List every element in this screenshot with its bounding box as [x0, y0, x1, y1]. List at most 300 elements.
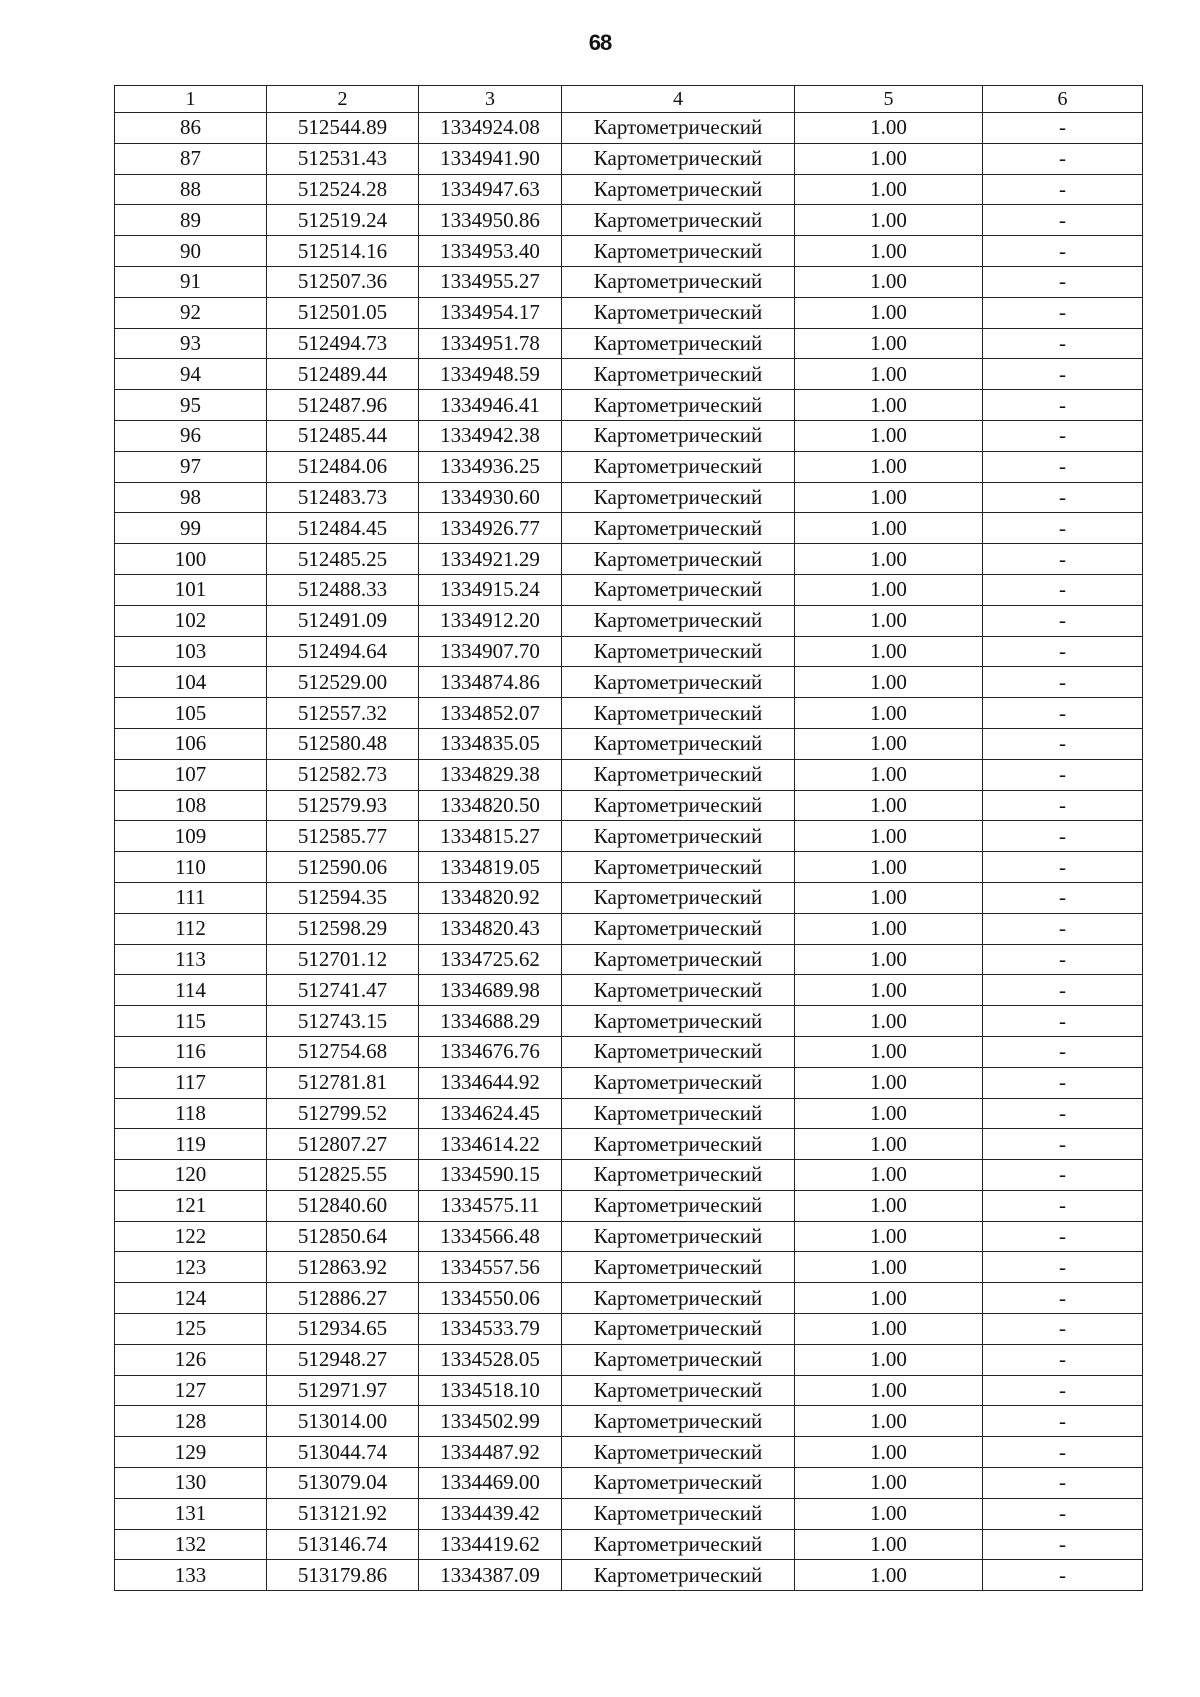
y-coordinate-cell: 1334950.86	[419, 205, 562, 236]
point-number-cell: 123	[115, 1252, 267, 1283]
description-cell: -	[983, 574, 1143, 605]
description-cell: -	[983, 1036, 1143, 1067]
point-number-cell: 132	[115, 1529, 267, 1560]
description-cell: -	[983, 390, 1143, 421]
method-cell: Картометрический	[562, 944, 795, 975]
x-coordinate-cell: 513044.74	[267, 1437, 419, 1468]
y-coordinate-cell: 1334924.08	[419, 113, 562, 144]
method-cell: Картометрический	[562, 1067, 795, 1098]
description-cell: -	[983, 636, 1143, 667]
x-coordinate-cell: 512585.77	[267, 821, 419, 852]
y-coordinate-cell: 1334676.76	[419, 1036, 562, 1067]
method-cell: Картометрический	[562, 1283, 795, 1314]
description-cell: -	[983, 698, 1143, 729]
y-coordinate-cell: 1334874.86	[419, 667, 562, 698]
accuracy-cell: 1.00	[795, 1283, 983, 1314]
x-coordinate-cell: 512971.97	[267, 1375, 419, 1406]
table-row	[115, 759, 1143, 790]
y-coordinate-cell: 1334820.43	[419, 913, 562, 944]
table-row	[115, 698, 1143, 729]
accuracy-cell: 1.00	[795, 297, 983, 328]
x-coordinate-cell: 513179.86	[267, 1560, 419, 1591]
method-cell: Картометрический	[562, 513, 795, 544]
x-coordinate-cell: 512494.73	[267, 328, 419, 359]
point-number-cell: 133	[115, 1560, 267, 1591]
table-row	[115, 1344, 1143, 1375]
point-number-cell: 125	[115, 1314, 267, 1345]
x-coordinate-cell: 512557.32	[267, 698, 419, 729]
y-coordinate-cell: 1334550.06	[419, 1283, 562, 1314]
point-number-cell: 113	[115, 944, 267, 975]
y-coordinate-cell: 1334942.38	[419, 420, 562, 451]
description-cell: -	[983, 821, 1143, 852]
description-cell: -	[983, 266, 1143, 297]
description-cell: -	[983, 1160, 1143, 1191]
method-cell: Картометрический	[562, 1468, 795, 1499]
y-coordinate-cell: 1334528.05	[419, 1344, 562, 1375]
accuracy-cell: 1.00	[795, 390, 983, 421]
page-number: 68	[588, 30, 612, 55]
method-cell: Картометрический	[562, 698, 795, 729]
point-number-cell: 130	[115, 1468, 267, 1499]
table-row	[115, 113, 1143, 144]
description-cell: -	[983, 975, 1143, 1006]
table-row	[115, 1437, 1143, 1468]
table-row	[115, 143, 1143, 174]
table-row	[115, 1529, 1143, 1560]
x-coordinate-cell: 512594.35	[267, 882, 419, 913]
y-coordinate-cell: 1334829.38	[419, 759, 562, 790]
table-row	[115, 728, 1143, 759]
description-cell: -	[983, 1221, 1143, 1252]
description-cell: -	[983, 1560, 1143, 1591]
table-row	[115, 359, 1143, 390]
point-number-cell: 103	[115, 636, 267, 667]
point-number-cell: 106	[115, 728, 267, 759]
table-body	[115, 113, 1143, 1591]
table-row	[115, 390, 1143, 421]
point-number-cell: 98	[115, 482, 267, 513]
y-coordinate-cell: 1334624.45	[419, 1098, 562, 1129]
table-row	[115, 544, 1143, 575]
x-coordinate-cell: 512934.65	[267, 1314, 419, 1345]
accuracy-cell: 1.00	[795, 852, 983, 883]
method-cell: Картометрический	[562, 113, 795, 144]
point-number-cell: 110	[115, 852, 267, 883]
accuracy-cell: 1.00	[795, 882, 983, 913]
table-row	[115, 1221, 1143, 1252]
description-cell: -	[983, 790, 1143, 821]
point-number-cell: 129	[115, 1437, 267, 1468]
y-coordinate-cell: 1334487.92	[419, 1437, 562, 1468]
method-cell: Картометрический	[562, 1252, 795, 1283]
table-row	[115, 1498, 1143, 1529]
accuracy-cell: 1.00	[795, 1344, 983, 1375]
description-cell: -	[983, 667, 1143, 698]
y-coordinate-cell: 1334689.98	[419, 975, 562, 1006]
x-coordinate-cell: 512507.36	[267, 266, 419, 297]
table-row	[115, 913, 1143, 944]
x-coordinate-cell: 512948.27	[267, 1344, 419, 1375]
point-number-cell: 86	[115, 113, 267, 144]
description-cell: -	[983, 944, 1143, 975]
description-cell: -	[983, 1314, 1143, 1345]
y-coordinate-cell: 1334852.07	[419, 698, 562, 729]
y-coordinate-cell: 1334953.40	[419, 236, 562, 267]
description-cell: -	[983, 328, 1143, 359]
x-coordinate-cell: 512579.93	[267, 790, 419, 821]
x-coordinate-cell: 512886.27	[267, 1283, 419, 1314]
method-cell: Картометрический	[562, 482, 795, 513]
x-coordinate-cell: 512484.45	[267, 513, 419, 544]
method-cell: Картометрический	[562, 544, 795, 575]
point-number-cell: 96	[115, 420, 267, 451]
x-coordinate-cell: 512598.29	[267, 913, 419, 944]
point-number-cell: 127	[115, 1375, 267, 1406]
accuracy-cell: 1.00	[795, 1006, 983, 1037]
x-coordinate-cell: 512754.68	[267, 1036, 419, 1067]
point-number-cell: 131	[115, 1498, 267, 1529]
method-cell: Картометрический	[562, 1344, 795, 1375]
x-coordinate-cell: 512799.52	[267, 1098, 419, 1129]
point-number-cell: 87	[115, 143, 267, 174]
table-row	[115, 1129, 1143, 1160]
method-cell: Картометрический	[562, 205, 795, 236]
description-cell: -	[983, 236, 1143, 267]
x-coordinate-cell: 512781.81	[267, 1067, 419, 1098]
table-row	[115, 1190, 1143, 1221]
accuracy-cell: 1.00	[795, 1375, 983, 1406]
point-number-cell: 119	[115, 1129, 267, 1160]
method-cell: Картометрический	[562, 882, 795, 913]
point-number-cell: 128	[115, 1406, 267, 1437]
accuracy-cell: 1.00	[795, 174, 983, 205]
accuracy-cell: 1.00	[795, 266, 983, 297]
x-coordinate-cell: 512590.06	[267, 852, 419, 883]
description-cell: -	[983, 1344, 1143, 1375]
accuracy-cell: 1.00	[795, 544, 983, 575]
x-coordinate-cell: 512488.33	[267, 574, 419, 605]
x-coordinate-cell: 512531.43	[267, 143, 419, 174]
y-coordinate-cell: 1334419.62	[419, 1529, 562, 1560]
method-cell: Картометрический	[562, 174, 795, 205]
x-coordinate-cell: 512529.00	[267, 667, 419, 698]
description-cell: -	[983, 882, 1143, 913]
table-row	[115, 790, 1143, 821]
accuracy-cell: 1.00	[795, 1036, 983, 1067]
description-cell: -	[983, 513, 1143, 544]
point-number-cell: 89	[115, 205, 267, 236]
x-coordinate-cell: 512825.55	[267, 1160, 419, 1191]
description-cell: -	[983, 1067, 1143, 1098]
x-coordinate-cell: 512840.60	[267, 1190, 419, 1221]
accuracy-cell: 1.00	[795, 605, 983, 636]
description-cell: -	[983, 728, 1143, 759]
y-coordinate-cell: 1334921.29	[419, 544, 562, 575]
table-row	[115, 1560, 1143, 1591]
description-cell: -	[983, 852, 1143, 883]
y-coordinate-cell: 1334930.60	[419, 482, 562, 513]
point-number-cell: 95	[115, 390, 267, 421]
accuracy-cell: 1.00	[795, 1221, 983, 1252]
x-coordinate-cell: 513014.00	[267, 1406, 419, 1437]
accuracy-cell: 1.00	[795, 821, 983, 852]
table-row	[115, 513, 1143, 544]
header-cell-2: 2	[267, 86, 419, 113]
method-cell: Картометрический	[562, 790, 795, 821]
point-number-cell: 94	[115, 359, 267, 390]
method-cell: Картометрический	[562, 143, 795, 174]
table-row	[115, 297, 1143, 328]
point-number-cell: 126	[115, 1344, 267, 1375]
table-row	[115, 1314, 1143, 1345]
x-coordinate-cell: 512701.12	[267, 944, 419, 975]
point-number-cell: 109	[115, 821, 267, 852]
description-cell: -	[983, 913, 1143, 944]
accuracy-cell: 1.00	[795, 1190, 983, 1221]
table-row	[115, 451, 1143, 482]
y-coordinate-cell: 1334815.27	[419, 821, 562, 852]
y-coordinate-cell: 1334954.17	[419, 297, 562, 328]
table-row	[115, 636, 1143, 667]
method-cell: Картометрический	[562, 1129, 795, 1160]
accuracy-cell: 1.00	[795, 1160, 983, 1191]
accuracy-cell: 1.00	[795, 1529, 983, 1560]
method-cell: Картометрический	[562, 913, 795, 944]
accuracy-cell: 1.00	[795, 728, 983, 759]
table-row	[115, 1098, 1143, 1129]
accuracy-cell: 1.00	[795, 451, 983, 482]
y-coordinate-cell: 1334557.56	[419, 1252, 562, 1283]
method-cell: Картометрический	[562, 359, 795, 390]
method-cell: Картометрический	[562, 1560, 795, 1591]
x-coordinate-cell: 513146.74	[267, 1529, 419, 1560]
accuracy-cell: 1.00	[795, 113, 983, 144]
table-row	[115, 1160, 1143, 1191]
point-number-cell: 97	[115, 451, 267, 482]
point-number-cell: 88	[115, 174, 267, 205]
table-row	[115, 1067, 1143, 1098]
accuracy-cell: 1.00	[795, 1252, 983, 1283]
description-cell: -	[983, 1437, 1143, 1468]
x-coordinate-cell: 512544.89	[267, 113, 419, 144]
x-coordinate-cell: 512743.15	[267, 1006, 419, 1037]
accuracy-cell: 1.00	[795, 1498, 983, 1529]
table-row	[115, 1406, 1143, 1437]
method-cell: Картометрический	[562, 236, 795, 267]
x-coordinate-cell: 512582.73	[267, 759, 419, 790]
method-cell: Картометрический	[562, 1498, 795, 1529]
point-number-cell: 101	[115, 574, 267, 605]
table-row	[115, 328, 1143, 359]
point-number-cell: 99	[115, 513, 267, 544]
point-number-cell: 121	[115, 1190, 267, 1221]
method-cell: Картометрический	[562, 1098, 795, 1129]
method-cell: Картометрический	[562, 728, 795, 759]
y-coordinate-cell: 1334614.22	[419, 1129, 562, 1160]
accuracy-cell: 1.00	[795, 1098, 983, 1129]
table-row	[115, 420, 1143, 451]
method-cell: Картометрический	[562, 975, 795, 1006]
x-coordinate-cell: 512483.73	[267, 482, 419, 513]
accuracy-cell: 1.00	[795, 913, 983, 944]
accuracy-cell: 1.00	[795, 1067, 983, 1098]
table-row	[115, 1006, 1143, 1037]
method-cell: Картометрический	[562, 1006, 795, 1037]
point-number-cell: 112	[115, 913, 267, 944]
y-coordinate-cell: 1334926.77	[419, 513, 562, 544]
accuracy-cell: 1.00	[795, 667, 983, 698]
method-cell: Картометрический	[562, 1437, 795, 1468]
method-cell: Картометрический	[562, 1406, 795, 1437]
y-coordinate-cell: 1334820.50	[419, 790, 562, 821]
method-cell: Картометрический	[562, 1375, 795, 1406]
method-cell: Картометрический	[562, 667, 795, 698]
table-row	[115, 1283, 1143, 1314]
description-cell: -	[983, 544, 1143, 575]
accuracy-cell: 1.00	[795, 359, 983, 390]
accuracy-cell: 1.00	[795, 420, 983, 451]
description-cell: -	[983, 420, 1143, 451]
point-number-cell: 111	[115, 882, 267, 913]
header-cell-5: 5	[795, 86, 983, 113]
y-coordinate-cell: 1334575.11	[419, 1190, 562, 1221]
accuracy-cell: 1.00	[795, 1468, 983, 1499]
table-row	[115, 266, 1143, 297]
header-cell-6: 6	[983, 86, 1143, 113]
table-row	[115, 236, 1143, 267]
x-coordinate-cell: 512807.27	[267, 1129, 419, 1160]
description-cell: -	[983, 1375, 1143, 1406]
x-coordinate-cell: 512580.48	[267, 728, 419, 759]
x-coordinate-cell: 512494.64	[267, 636, 419, 667]
method-cell: Картометрический	[562, 1036, 795, 1067]
method-cell: Картометрический	[562, 852, 795, 883]
accuracy-cell: 1.00	[795, 143, 983, 174]
method-cell: Картометрический	[562, 297, 795, 328]
x-coordinate-cell: 512485.44	[267, 420, 419, 451]
accuracy-cell: 1.00	[795, 574, 983, 605]
accuracy-cell: 1.00	[795, 1314, 983, 1345]
y-coordinate-cell: 1334912.20	[419, 605, 562, 636]
x-coordinate-cell: 512524.28	[267, 174, 419, 205]
accuracy-cell: 1.00	[795, 790, 983, 821]
point-number-cell: 91	[115, 266, 267, 297]
point-number-cell: 102	[115, 605, 267, 636]
method-cell: Картометрический	[562, 1529, 795, 1560]
method-cell: Картометрический	[562, 328, 795, 359]
table-row	[115, 1036, 1143, 1067]
table-row	[115, 174, 1143, 205]
y-coordinate-cell: 1334533.79	[419, 1314, 562, 1345]
point-number-cell: 107	[115, 759, 267, 790]
table-row	[115, 482, 1143, 513]
description-cell: -	[983, 1406, 1143, 1437]
y-coordinate-cell: 1334820.92	[419, 882, 562, 913]
accuracy-cell: 1.00	[795, 1560, 983, 1591]
y-coordinate-cell: 1334590.15	[419, 1160, 562, 1191]
y-coordinate-cell: 1334915.24	[419, 574, 562, 605]
description-cell: -	[983, 482, 1143, 513]
accuracy-cell: 1.00	[795, 636, 983, 667]
table-row	[115, 574, 1143, 605]
x-coordinate-cell: 513079.04	[267, 1468, 419, 1499]
x-coordinate-cell: 512850.64	[267, 1221, 419, 1252]
method-cell: Картометрический	[562, 420, 795, 451]
description-cell: -	[983, 759, 1143, 790]
point-number-cell: 108	[115, 790, 267, 821]
table-row	[115, 1375, 1143, 1406]
accuracy-cell: 1.00	[795, 328, 983, 359]
point-number-cell: 116	[115, 1036, 267, 1067]
point-number-cell: 105	[115, 698, 267, 729]
description-cell: -	[983, 1190, 1143, 1221]
y-coordinate-cell: 1334688.29	[419, 1006, 562, 1037]
table-row	[115, 605, 1143, 636]
accuracy-cell: 1.00	[795, 236, 983, 267]
method-cell: Картометрический	[562, 1221, 795, 1252]
accuracy-cell: 1.00	[795, 1437, 983, 1468]
table-row	[115, 852, 1143, 883]
description-cell: -	[983, 1006, 1143, 1037]
y-coordinate-cell: 1334566.48	[419, 1221, 562, 1252]
y-coordinate-cell: 1334469.00	[419, 1468, 562, 1499]
y-coordinate-cell: 1334725.62	[419, 944, 562, 975]
table-row	[115, 944, 1143, 975]
accuracy-cell: 1.00	[795, 698, 983, 729]
point-number-cell: 122	[115, 1221, 267, 1252]
point-number-cell: 120	[115, 1160, 267, 1191]
header-cell-4: 4	[562, 86, 795, 113]
y-coordinate-cell: 1334947.63	[419, 174, 562, 205]
method-cell: Картометрический	[562, 574, 795, 605]
description-cell: -	[983, 205, 1143, 236]
point-number-cell: 124	[115, 1283, 267, 1314]
header-cell-1: 1	[115, 86, 267, 113]
description-cell: -	[983, 1498, 1143, 1529]
header-cell-3: 3	[419, 86, 562, 113]
method-cell: Картометрический	[562, 1314, 795, 1345]
description-cell: -	[983, 1098, 1143, 1129]
description-cell: -	[983, 1529, 1143, 1560]
method-cell: Картометрический	[562, 605, 795, 636]
point-number-cell: 118	[115, 1098, 267, 1129]
y-coordinate-cell: 1334819.05	[419, 852, 562, 883]
description-cell: -	[983, 297, 1143, 328]
table-row	[115, 882, 1143, 913]
table-row	[115, 667, 1143, 698]
x-coordinate-cell: 512514.16	[267, 236, 419, 267]
method-cell: Картометрический	[562, 390, 795, 421]
description-cell: -	[983, 1468, 1143, 1499]
accuracy-cell: 1.00	[795, 759, 983, 790]
description-cell: -	[983, 605, 1143, 636]
table-row	[115, 975, 1143, 1006]
method-cell: Картометрический	[562, 266, 795, 297]
x-coordinate-cell: 512863.92	[267, 1252, 419, 1283]
accuracy-cell: 1.00	[795, 975, 983, 1006]
point-number-cell: 117	[115, 1067, 267, 1098]
table-row	[115, 1468, 1143, 1499]
y-coordinate-cell: 1334387.09	[419, 1560, 562, 1591]
table-row	[115, 821, 1143, 852]
table-header	[115, 86, 1143, 113]
x-coordinate-cell: 512484.06	[267, 451, 419, 482]
y-coordinate-cell: 1334948.59	[419, 359, 562, 390]
y-coordinate-cell: 1334644.92	[419, 1067, 562, 1098]
point-number-cell: 92	[115, 297, 267, 328]
accuracy-cell: 1.00	[795, 513, 983, 544]
